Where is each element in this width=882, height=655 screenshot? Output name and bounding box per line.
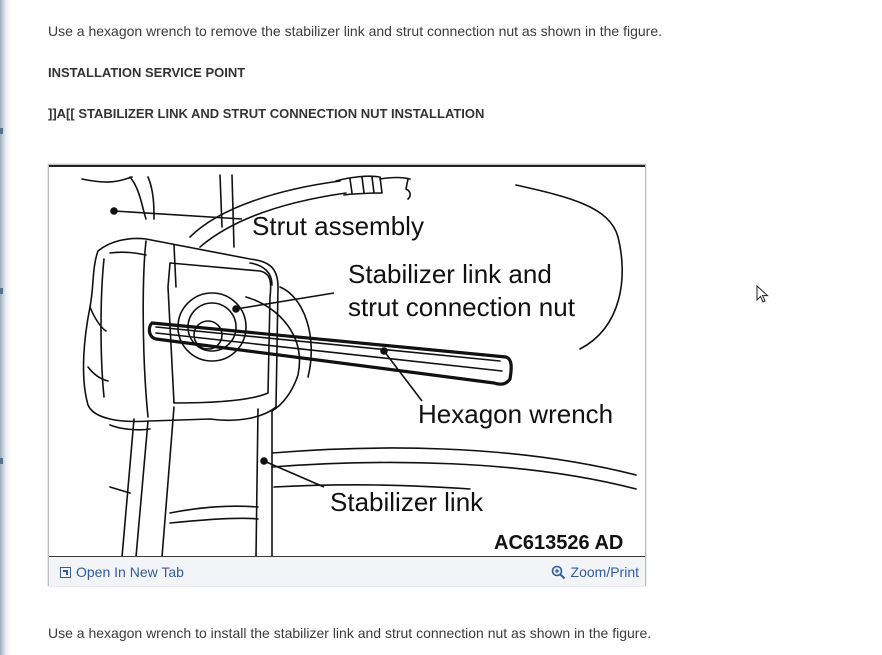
removal-instruction-text: Use a hexagon wrench to remove the stabilizer link and strut connection nut as shown in the figure. — [48, 23, 663, 39]
zoom-print-link[interactable] — [551, 564, 639, 580]
step-heading: ]]A[[ STABILIZER LINK AND STRUT CONNECTION NUT INSTALLATION — [48, 106, 485, 121]
open-new-tab-icon — [60, 567, 71, 578]
left-rail-notch — [0, 288, 3, 294]
label-hexagon-wrench: Hexagon wrench — [418, 399, 614, 429]
figure-footer — [49, 556, 645, 586]
label-stabilizer-nut-line2: strut connection nut — [348, 292, 575, 322]
mouse-pointer-icon — [756, 285, 770, 305]
window-left-rail — [0, 0, 11, 655]
label-stabilizer-link: Stabilizer link — [330, 487, 484, 517]
figure-container — [48, 164, 646, 586]
install-instruction-text: Use a hexagon wrench to install the stabilizer link and strut connection nut as shown in the figure. — [48, 625, 652, 641]
label-strut-assembly: Strut assembly — [252, 211, 424, 241]
open-new-tab-label: Open In New Tab — [76, 564, 184, 580]
left-rail-notch — [0, 128, 3, 134]
magnifier-plus-icon — [551, 565, 566, 580]
window-left-edge — [0, 0, 11, 655]
label-stabilizer-nut-line1: Stabilizer link and — [348, 259, 552, 289]
open-new-tab-link[interactable] — [60, 564, 184, 580]
stabilizer-link-illustration — [50, 167, 644, 557]
section-heading: INSTALLATION SERVICE POINT — [48, 65, 246, 80]
left-rail-notch — [0, 458, 3, 464]
zoom-print-label: Zoom/Print — [570, 564, 639, 580]
figure-code: AC613526 AD — [494, 532, 624, 554]
